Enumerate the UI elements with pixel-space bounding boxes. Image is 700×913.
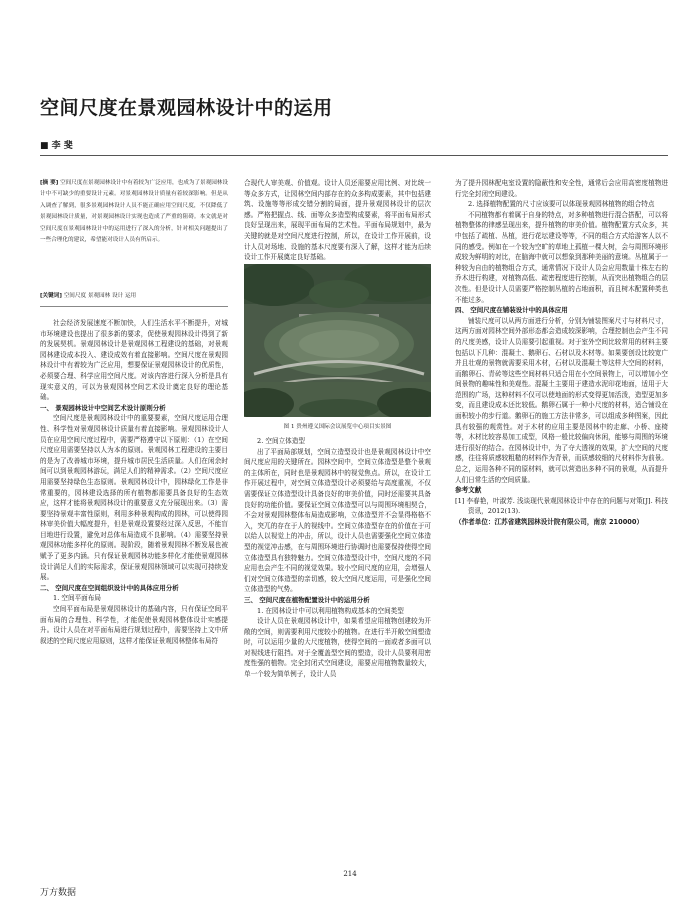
keywords-label: [关键词] xyxy=(40,293,62,299)
section-heading: 三、 空间尺度在植物配置设计中的运用分析 xyxy=(244,595,370,604)
abstract-text: 空间尺度在景观园林设计中有着较为广泛应用，也成为了景观园林设计中不可缺少的重要设计元素。对景观园林设计质量有着较深影响。但是从入调查了解到，很多景观园林设计人员不能正确应用空间尺度，不仅降低了景观园林设计质量，对景观园林设计实现也造成了严重的阻碍。本文就是对空间尺度在景观园林设计中的运用进行了深入的分析，针对相关问题提出了一些合理化的建议，希望能对设计人员有所启示。 xyxy=(40,180,228,244)
column-1 xyxy=(40,318,228,646)
abstract-label: [摘 要] xyxy=(40,180,59,186)
watermark: 万方数据 xyxy=(40,888,77,898)
body-paragraph: 铺装尺度可以从两方面进行分析，分别为铺装图案尺寸与材料尺寸，这两方面对园林空间外部形态都会造成较深影响，合理控制也会产生不同的尺度美感，设计人员需要引起重视。对于室外空间比较常用的材料主要包括以下几种：混凝土、鹅卵石、石材以及木材等。如果要创设比较宽广并且壮观的景物就需要采用木材，石材以及混凝土等这样大空间的材料，而鹅卵石、青砖等这些空间材料只适合用在小空间景物上，可以增加小空间景物的趣味性和美观性。混凝土主要用于建造水泥印花地面，适用于大范围的广场，这种材料不仅可以使地面的形式变得更加活泼，造型更加多变，而且建设成本还比较低。鹅卵石属于一种小尺度的材料，适合铺设在面积较小的步行道。鹅卵石的施工方法非常多，可以组成多种图案，因此具有较强的观赏性。对于木材的应用主要是园林中的走廊、小桥、座椅等，木材比较容易加工成型，风格一般比较偏向休闲，能够与周围的环境进行很好的结合。在园林设计中，为了夺大透视的效果，扩大空间的尺度感，往往将质感较粗糙的材料作为背景，而质感较细的尺材料作为前景。总之，运用各种不同的原材料，就可以营造出多种不同的景观，从而提升人们日常生活的空间质量。 xyxy=(455,316,668,484)
body-paragraph: 1. 空间平面布局 xyxy=(53,594,101,603)
abstract xyxy=(40,178,228,246)
author-name: ■ 李 斐 xyxy=(40,141,73,151)
page-number: 214 xyxy=(343,870,357,878)
column-3 xyxy=(455,178,668,528)
figure-photo xyxy=(244,264,431,417)
column-2-bottom xyxy=(244,436,431,680)
body-paragraph: 出了平面局部规划，空间立造型设计也是景观园林设计中空间尺度应用的关键所在。园林空间中，空间立体造型是整个景观的主体所在，同时也是景观园林中的视觉焦点。所以，在设计工作开展过程中，对空间立体造型设计必须要给与高度重视，不仅需要保证立体造型设计具备良好的审美价值，同时还需要其具备良好的功能价值。要保证空间立体造型可以与周围环境相契合，不会对景观园林整体布局造成影响，立体造型并不会显得格格不入，突兀的存在于人的视线中。空间立体造型存在的价值在于可以给人以视觉上的冲击，所以，设计人员也需要强化空间立体造型的视觉冲击感，在与周围环境进行协调时也需要保持使得空间立体造型具有独特魅力。空间立体造型设计中，空间尺度的不同应用也会产生不同的视觉效果。较小空间尺度的应用，会增强人们对空间立体造型的亲切感，较大空间尺度运用，可是强化空间立体造型的气势。 xyxy=(244,447,431,594)
body-paragraph: 不同植物都有着属于自身的特点，对多种植物进行混合搭配，可以将植物整体的律感呈现出来，提升植物的审美价值。植物配置方式众多，其中包括了疏植、丛植，进行花坛建设等等，不同的组合方式给游客人以不同的感受。例如在一个较为空旷的草地上孤植一棵大树，会与周围环境形成较为鲜明的对比，在脑海中就可以想象到那种美丽的意境。丛植属于一种较为自由的植物组合方式，通常情况下设计人员会应用数量十株左右的乔木进行构建，对植物高低、疏密程度进行控制，从而突出植物组合的层次性。但是设计人员需要严格控制丛植的占地面积，而且树木配置种类也不能过多。 xyxy=(455,210,668,304)
column-2-top xyxy=(244,178,431,263)
section-heading: 一、 景观园林设计中空间艺术设计原则分析 xyxy=(40,403,166,412)
body-paragraph: 2. 选择植物配置的尺寸应该要可以体现景观园林植物的组合特点 xyxy=(468,200,655,209)
keywords-text: 空间尺度 景观园林 设计 运用 xyxy=(63,293,137,299)
title-rule xyxy=(40,155,668,156)
article-title: 空间尺度在景观园林设计中的运用 xyxy=(40,97,333,119)
section-heading: 四、 空间尺度在铺装设计中的具体应用 xyxy=(455,306,568,315)
keywords xyxy=(40,291,228,301)
body-paragraph: 1. 在园林设计中可以利用植物构成基本的空间类型 xyxy=(257,606,404,615)
body-paragraph: 为了提升园林配电室设置的隐蔽性和安全性，通常后会应用高密度植物进行完全封闭空间建设。 xyxy=(455,179,668,198)
author-affiliation: （作者单位：江苏省建筑园林设计院有限公司，南京 210000） xyxy=(455,518,644,526)
reference-item: [1] 李春艳，叶淑芳. 浅谈现代景观园林设计中存在的问题与对策[J]. 科技资讯，2012(13). xyxy=(455,496,668,516)
figure-caption: 图 1 贵州遵义国际会议展览中心项目实景图 xyxy=(283,424,392,430)
body-paragraph: 空间尺度是景观园林设计中的重要要素，空间尺度运用合理性、科学性对景观园林设计质量有着直接影响。景观园林设计人员在应用空间尺度过程中，需要严格遵守以下原则：（1）在空间尺度应用需要坚持以人为本的原则。景观园林工程建设的主要目的是为了改善城市环境，提升城市居民生活质量。人们在闲余时间可以到景观园林游玩，满足人们的精神需求。（2）空间尺度应用需要坚持绿色生态原则。景观园林设计中，园林绿化工作是非常重要的，园林建设选择的所有植物都需要具备良好的生态效应，这样才能将景观园林设计的重要意义充分展现出来。（3）需要坚持景观丰富性原则，利用多种景观构成的园林，可以使得园林审美价值大幅度提升，但是景观设置要经过深入反思，不能盲目地进行设置，避免对总体布局造成不良影响。（4）需要坚持景观园林功能多样化的原则。现阶段，随着景观园林不断发展也被赋予了更多内涵。只有保证景观园林功能多样化才能使景观园林设计满足人们的实际需求，保证景观园林领域可以实现可持续发展。 xyxy=(40,414,228,582)
body-paragraph: 社会经济发展速度不断加快，人们生活水平不断提升，对城市环境建设也提出了很多新的要求，促使景观园林设计得到了新的发展契机。景观园林设计是景观园林工程建设的基础，对景观园林建设成本投入、建设成效有着直接影响。空间尺度在景观园林设计中有着较为广泛应用，想要保证景观园林设计的优质性，必须要合理、科学应用空间尺度。对该内容进行深入分析是具有现实意义的，可以为景观园林空间艺术设计奠定良好的理论基础。 xyxy=(40,319,228,402)
body-paragraph: 合现代人审美观、价值观。设计人员还需要应用比例、对比统一等众多方式，让园林空间内部存在的众多构成要素，其中包括建筑、设施等等形成交错分割的局面，提升景观园林设计的层次感。严格把握点、线、面等众多造型构成要素，将平面布局形式良好呈现出来，展现平面布局的艺术性。平面布局规划中，最为关键的就是对空间尺度进行控制，所以，在设计工作开展前，设计人员对场地、设施的基本尺度要有深入了解，这样才能为后续设计工作开展奠定良好基础。 xyxy=(244,179,431,262)
body-paragraph: 设计人员在景观园林设计中，如果希望应用植物创建较为开敞的空间，则需要利用尺度较小的植物。在进行半开敞空间塑造时，可以运用少量的大尺度植物，使得空间的一面或者多面可以对视线进行阻挡。对于全覆盖型空间的塑造，设计人员要利用密度性强的植物。完全封闭式空间建设，需要应用植物数量较大，单一个较为简单例子，设计人员 xyxy=(244,617,431,679)
landscape-photo-image xyxy=(244,264,431,417)
references-heading: 参考文献 xyxy=(455,486,482,495)
section-heading: 二、 空间尺度在空间组织设计中的具体应用分析 xyxy=(40,583,179,592)
body-paragraph: 空间平面布局是景观园林设计的基础内容，只有保证空间平面布局的合理性、科学性，才能促使景观园林整体设计实感提升。设计人员在对平面布局进行规划过程中，需要坚持上文中所叙述的空间尺度应用原则，这样才能保证景观园林整体布局符 xyxy=(40,605,228,645)
keywords-rule xyxy=(40,306,228,307)
body-paragraph: 2. 空间立体造型 xyxy=(257,437,305,445)
